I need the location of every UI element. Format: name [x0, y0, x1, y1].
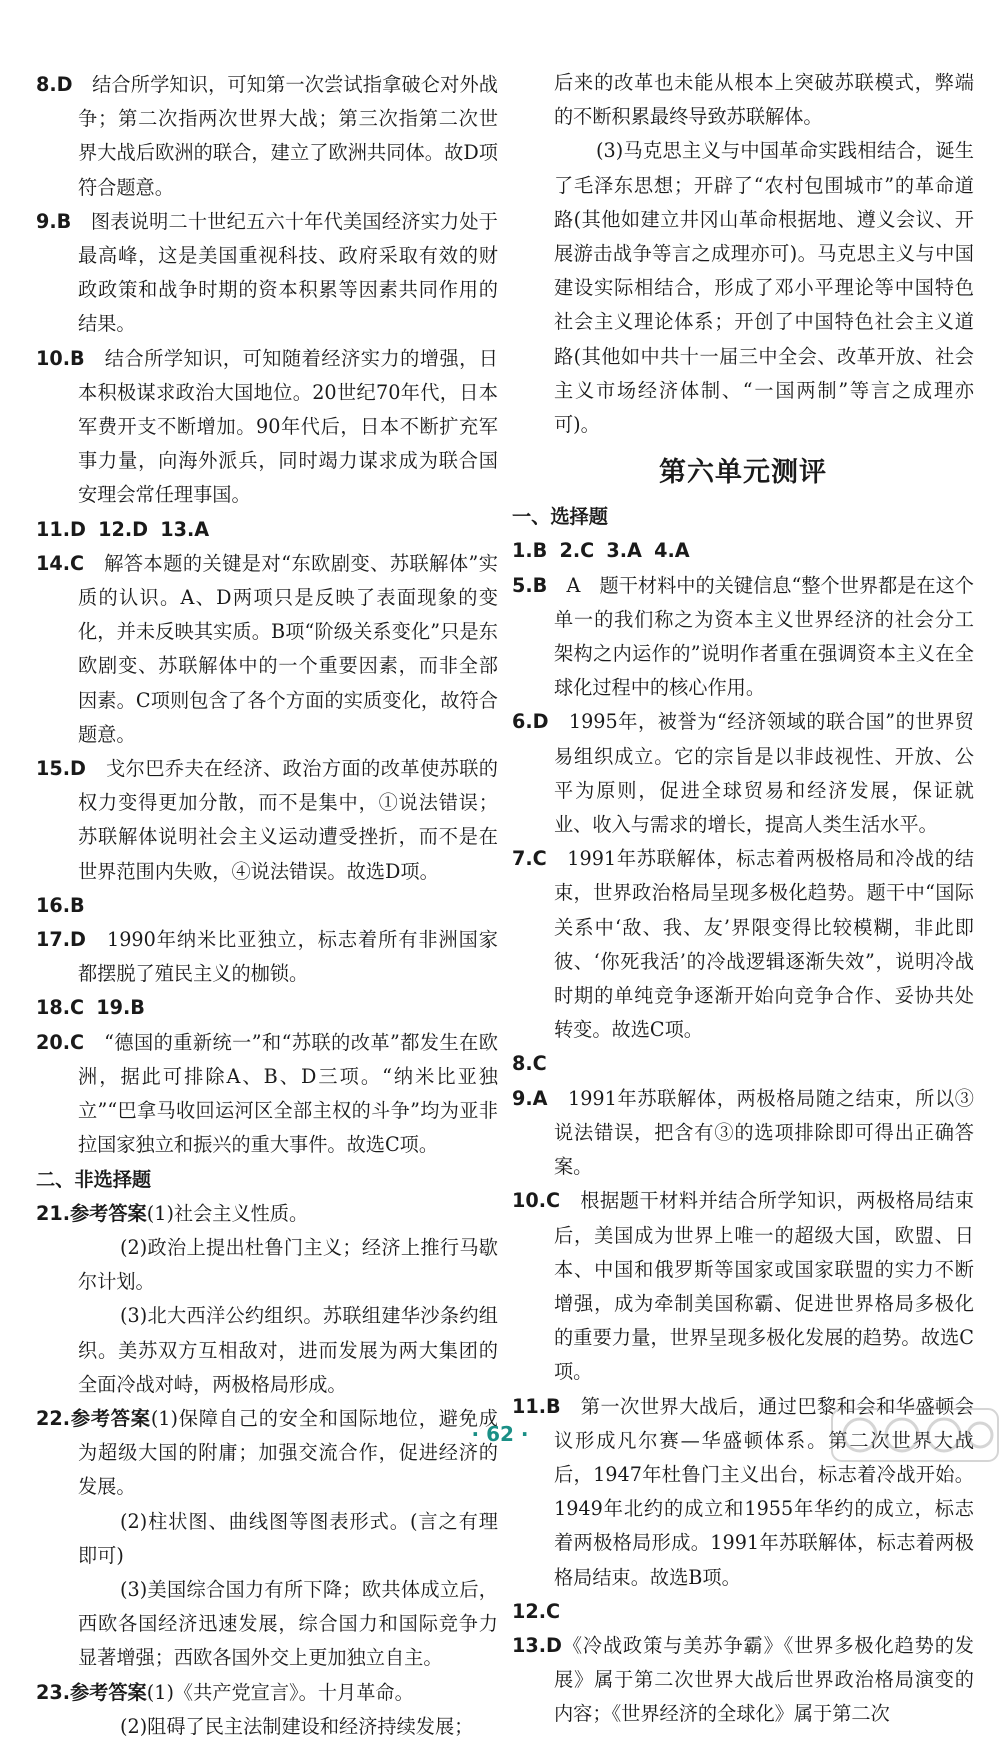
answer-16: 16.B [36, 893, 85, 917]
answer-23-part3: (3)马克思主义与中国革命实践相结合，诞生了毛泽东思想；开辟了“农村包围城市”的革命道路(其他如建立井冈山革命根据地、遵义会议、开展游击战争等言之成理亦可)。马克思主义与中国建设实际相结合，形成了邓小平理论等中国特色社会主义理论体系；开创了中国特色社会主义道路(其他如中共十一届三中全会、改革开放、社会主义市场经济体制、“一国两制”等言之成理亦可)。 [554, 139, 974, 437]
answer-6: 6.D 1995年，被誉为“经济领域的联合国”的世界贸易组织成立。它的宗旨是以非歧视性、开放、公平为原则，促进全球贸易和经济发展，保证就业、收入与需求的增长，提高人类生活水平。 [512, 710, 974, 837]
answer-12-unit6: 12.C [512, 1599, 561, 1623]
answer-11-unit6: 11.B 第一次世界大战后，通过巴黎和会和华盛顿会议形成凡尔赛—华盛顿体系。第二次世界大战后，1947年杜鲁门主义出台，标志着冷战开始。1949年北约的成立和1955年华约的成立，标志着两极格局形成。1991年苏联解体，标志着两极格局结束。故选B项。 [512, 1394, 974, 1589]
answer-15: 15.D 戈尔巴乔夫在经济、政治方面的改革使苏联的权力变得更加分散，而不是集中，①说法错误；苏联解体说明社会主义运动遭受挫折，而不是在世界范围内失败，④说法错误。故选D项。 [36, 757, 498, 883]
right-column [512, 66, 974, 1732]
answer-1-4: 1.B 2.C 3.A 4.A [512, 539, 690, 563]
answer-8: 8.D 结合所学知识，可知第一次尝试指拿破仑对外战争；第二次指两次世界大战；第三次指第二次世界大战后欧洲的联合，建立了欧洲共同体。故D项符合题意。 [36, 73, 498, 199]
answer-18-19: 18.C 19.B [36, 996, 145, 1020]
section-heading-non-choice: 二、非选择题 [36, 1167, 152, 1191]
answer-23: 23.参考答案(1)《共产党宣言》。十月革命。 [36, 1680, 414, 1704]
answer-9: 9.B 图表说明二十世纪五六十年代美国经济实力处于最高峰，这是美国重视科技、政府采取有效的财政政策和战争时期的资本积累等因素共同作用的结果。 [36, 209, 498, 336]
answer-7: 7.C 1991年苏联解体，标志着两极格局和冷战的结束，世界政治格局呈现多极化趋势。题干中“国际关系中‘敌、我、友’界限变得比较模糊，非此即彼、‘你死我活’的冷战逻辑逐渐失效”，说明冷战时期的单纯竞争逐渐开始向竞争合作、妥协共处转变。故选C项。 [512, 847, 974, 1042]
left-column [36, 68, 498, 1744]
answer-13-unit6: 13.D《冷战政策与美苏争霸》《世界多极化趋势的发展》属于第二次世界大战后世界政治格局演变的内容；《世界经济的全球化》属于第二次 [512, 1633, 974, 1726]
answer-23-part2: (2)阻碍了民主法制建设和经济持续发展； [120, 1714, 474, 1738]
watermark-logo-icon [830, 1405, 1000, 1465]
page-number: · 62 · [471, 1422, 529, 1446]
answer-10-unit6: 10.C 根据题干材料并结合所学知识，两极格局结束后，美国成为世界上唯一的超级大国，欧盟、日本、中国和俄罗斯等国家或国家联盟的实力不断增强，成为牵制美国称霸、促进世界格局多极化的重要力量，世界呈现多极化发展的趋势。故选C项。 [512, 1189, 974, 1384]
answer-14: 14.C 解答本题的关键是对“东欧剧变、苏联解体”实质的认识。A、D两项只是反映了表面现象的变化，并未反映其实质。B项“阶级关系变化”只是东欧剧变、苏联解体中的一个重要因素，而非全部因素。C项则包含了各个方面的实质变化，故符合题意。 [36, 551, 498, 746]
answer-21: 21.参考答案(1)社会主义性质。 [36, 1201, 309, 1225]
answer-21-part3: (3)北大西洋公约组织。苏联组建华沙条约组织。美苏双方互相敌对，进而发展为两大集团的全面冷战对峙，两极格局形成。 [78, 1304, 498, 1396]
unit-title: 第六单元测评 [659, 457, 827, 489]
answer-20: 20.C “德国的重新统一”和“苏联的改革”都发生在欧洲，据此可排除A、B、D三项。“纳米比亚独立”“巴拿马收回运河区全部主权的斗争”均为亚非拉国家独立和振兴的重大事件。故选C项。 [36, 1030, 498, 1157]
answer-9-unit6: 9.A 1991年苏联解体，两极格局随之结束，所以③说法错误，把含有③的选项排除即可得出正确答案。 [512, 1086, 974, 1179]
answer-10: 10.B 结合所学知识，可知随着经济实力的增强，日本积极谋求政治大国地位。20世纪70年代，日本军费开支不断增加。90年代后，日本不断扩充军事力量，向海外派兵，同时竭力谋求成为联合国安理会常任理事国。 [36, 346, 498, 507]
answer-5: 5.B A 题干材料中的关键信息“整个世界都是在这个单一的我们称之为资本主义世界经济的社会分工架构之内运作的”说明作者重在强调资本主义在全球化过程中的核心作用。 [512, 573, 974, 700]
answer-22-part3: (3)美国综合国力有所下降；欧共体成立后，西欧各国经济迅速发展，综合国力和国际竞争力显著增强；西欧各国外交上更加独立自主。 [78, 1577, 498, 1670]
answer-22: 22.参考答案(1)保障自己的安全和国际地位，避免成为超级大国的附庸；加强交流合作，促进经济的发展。 [36, 1406, 498, 1499]
answer-11-13: 11.D 12.D 13.A [36, 517, 210, 541]
section-heading-choice: 一、选择题 [512, 505, 608, 529]
answer-23-part2-continued: 后来的改革也未能从根本上突破苏联模式，弊端的不断积累最终导致苏联解体。 [554, 71, 974, 129]
answer-8-unit6: 8.C [512, 1052, 547, 1076]
answer-22-part2: (2)柱状图、曲线图等图表形式。(言之有理即可) [78, 1509, 498, 1567]
answer-17: 17.D 1990年纳米比亚独立，标志着所有非洲国家都摆脱了殖民主义的枷锁。 [36, 928, 498, 986]
answer-21-part2: (2)政治上提出杜鲁门主义；经济上推行马歇尔计划。 [78, 1235, 498, 1294]
